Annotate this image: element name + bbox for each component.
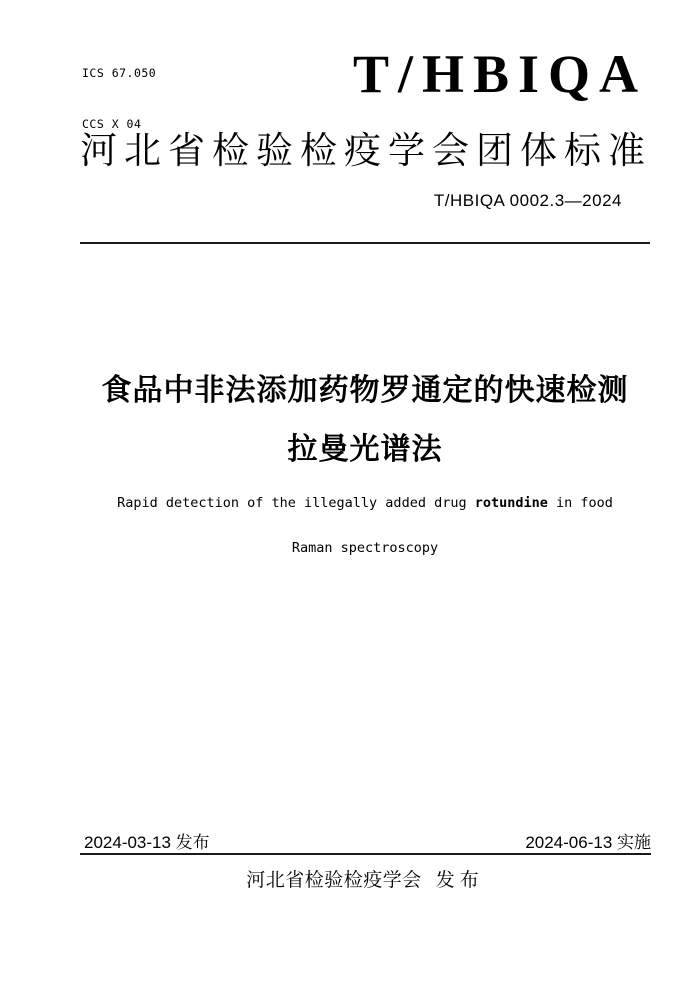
standard-title-zh-line1: 食品中非法添加药物罗通定的快速检测 — [101, 374, 629, 407]
implementation-date: 2024-06-13 实施 — [525, 833, 651, 852]
publisher-line — [80, 869, 650, 893]
footer-divider-rule — [80, 853, 651, 855]
standard-title-en — [80, 494, 650, 512]
standard-title-en-method: Raman spectroscopy — [291, 540, 439, 556]
title-en-drug-name: rotundine — [474, 495, 548, 511]
publish-label: 发布 — [435, 870, 484, 891]
society-standard-banner: 河北省检验检疫学会团体标准 — [80, 130, 652, 171]
issue-date: 2024-03-13 发布 — [84, 833, 210, 852]
title-en-post: in food — [547, 495, 613, 511]
title-en-pre: Rapid detection of the illegally added drug — [117, 495, 475, 511]
standard-body-logo: T/HBIQA — [352, 44, 647, 104]
ccs-code: CCS X 04 — [82, 117, 142, 131]
ics-code: ICS 67.050 — [82, 66, 157, 80]
header-divider-rule — [80, 242, 650, 244]
standard-number: T/HBIQA 0002.3—2024 — [433, 191, 622, 210]
standard-title-zh-line2: 拉曼光谱法 — [287, 433, 443, 466]
date-row — [80, 833, 651, 853]
publisher-name: 河北省检验检疫学会 — [246, 870, 422, 891]
